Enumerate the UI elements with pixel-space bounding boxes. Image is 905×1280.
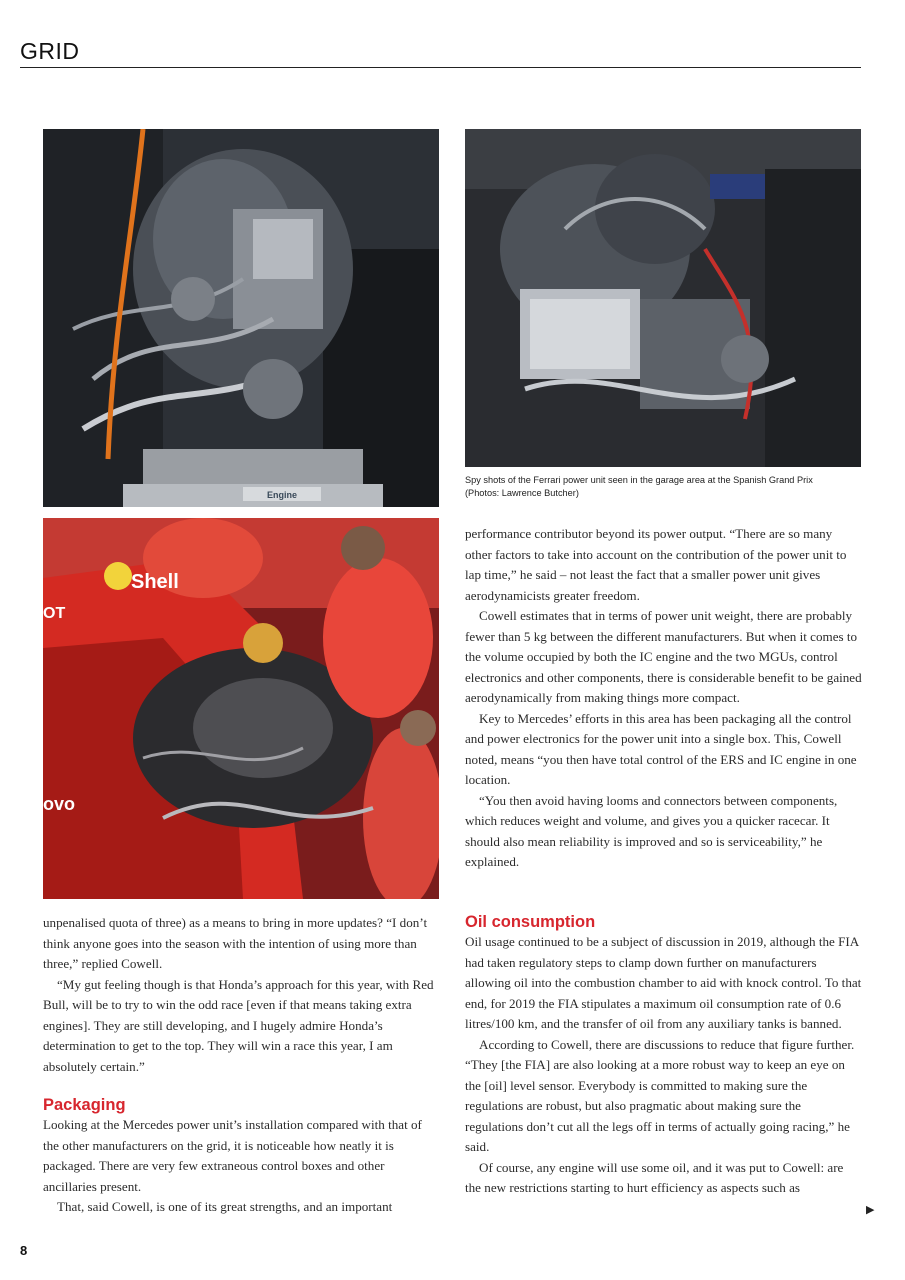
- body-paragraph: performance contributor beyond its power output. “There are so many other factors to take into account on the contribution of the power unit to lap time,” he said – not least the fact that a smaller power unit gives aerodynamicists greater freedom.: [465, 526, 847, 603]
- body-paragraph: Oil usage continued to be a subject of discussion in 2019, although the FIA had taken regulatory steps to clamp down further on manufacturers allowing oil into the combustion chamber to aid with knock control. To that end, for 2019 the FIA stipulates a maximum oil consumption rate of 0.6 litres/100 km, and the transfer of oil from any auxiliary tanks is banned.: [465, 934, 862, 1031]
- caption-line-1: Spy shots of the Ferrari power unit seen in the garage area at the Spanish Grand Prix: [465, 475, 813, 485]
- body-paragraph: unpenalised quota of three) as a means to bring in more updates? “I don’t think anyone goes into the season with the intention of using more than three,” replied Cowell.: [43, 915, 428, 971]
- left-column-bottom-text: [43, 913, 439, 1218]
- body-paragraph: Looking at the Mercedes power unit’s installation compared with that of the other manufacturers on the grid, it is noticeable how neatly it is packaged. There are very few extraneous control boxes and other ancillaries present.: [43, 1117, 422, 1194]
- section-heading-oil-consumption: Oil consumption: [465, 913, 596, 931]
- body-paragraph: “My gut feeling though is that Honda’s approach for this year, with Red Bull, will be to try to win the odd race [even if that means taking extra engines]. They are still developing, and I hugely admire Honda’s determination to get to the top. They will win a race this year, I am absolutely certain.”: [43, 976, 434, 1074]
- body-paragraph: That, said Cowell, is one of its great strengths, and an important: [57, 1199, 393, 1214]
- triangle-right-icon: ▶: [866, 1203, 875, 1216]
- ferrari-mechanics-photo: [43, 518, 439, 899]
- livery-text-ovo: ovo: [43, 794, 76, 814]
- body-paragraph: According to Cowell, there are discussions to reduce that figure further. “They [the FIA] are also looking at a more robust way to keep an eye on the [oil] level sensor. Everybody is committed to making sure the regulations are robust, but also pragmatic about making sure the regulations don’t cut all the legs off in terms of actually going racing,” he said.: [465, 1036, 855, 1154]
- engine-stand-label: Engine: [266, 490, 298, 500]
- body-paragraph: “You then avoid having looms and connectors between components, which reduces weight and volume, and gives you a quicker racecar. It should also mean reliability is improved and so is serviceability,” he explained.: [465, 792, 838, 869]
- header-rule: [20, 67, 861, 68]
- right-column-bottom-text: [465, 912, 862, 1199]
- header-title: GRID: [20, 38, 80, 64]
- page-number: 8: [20, 1243, 28, 1258]
- section-heading-packaging: Packaging: [43, 1096, 126, 1114]
- right-column-top-text: [465, 524, 862, 873]
- body-paragraph: Of course, any engine will use some oil, and it was put to Cowell: are the new restrictions starting to hurt efficiency as aspects such as: [465, 1159, 844, 1195]
- body-paragraph: Cowell estimates that in terms of power unit weight, there are probably fewer than 5 kg between the different manufacturers. But when it comes to the volume occupied by both the IC engine and the two MGUs, control electronics and other components, there is considerable benefit to be gained aerodynamically from making things more compact.: [465, 608, 862, 705]
- livery-text-ot: OT: [43, 605, 66, 622]
- shell-logo-text: Shell: [131, 571, 179, 593]
- body-paragraph: Key to Mercedes’ efforts in this area has been packaging all the control and power electronics for the power unit into a single box. This, Cowell noted, means “you then have total control of the ERS and IC engine in one location.: [465, 710, 857, 787]
- photo-caption: [465, 474, 861, 500]
- caption-line-2: (Photos: Lawrence Butcher): [465, 488, 579, 498]
- ferrari-power-unit-photo: [465, 129, 861, 467]
- engine-photo-top-left: [43, 129, 439, 507]
